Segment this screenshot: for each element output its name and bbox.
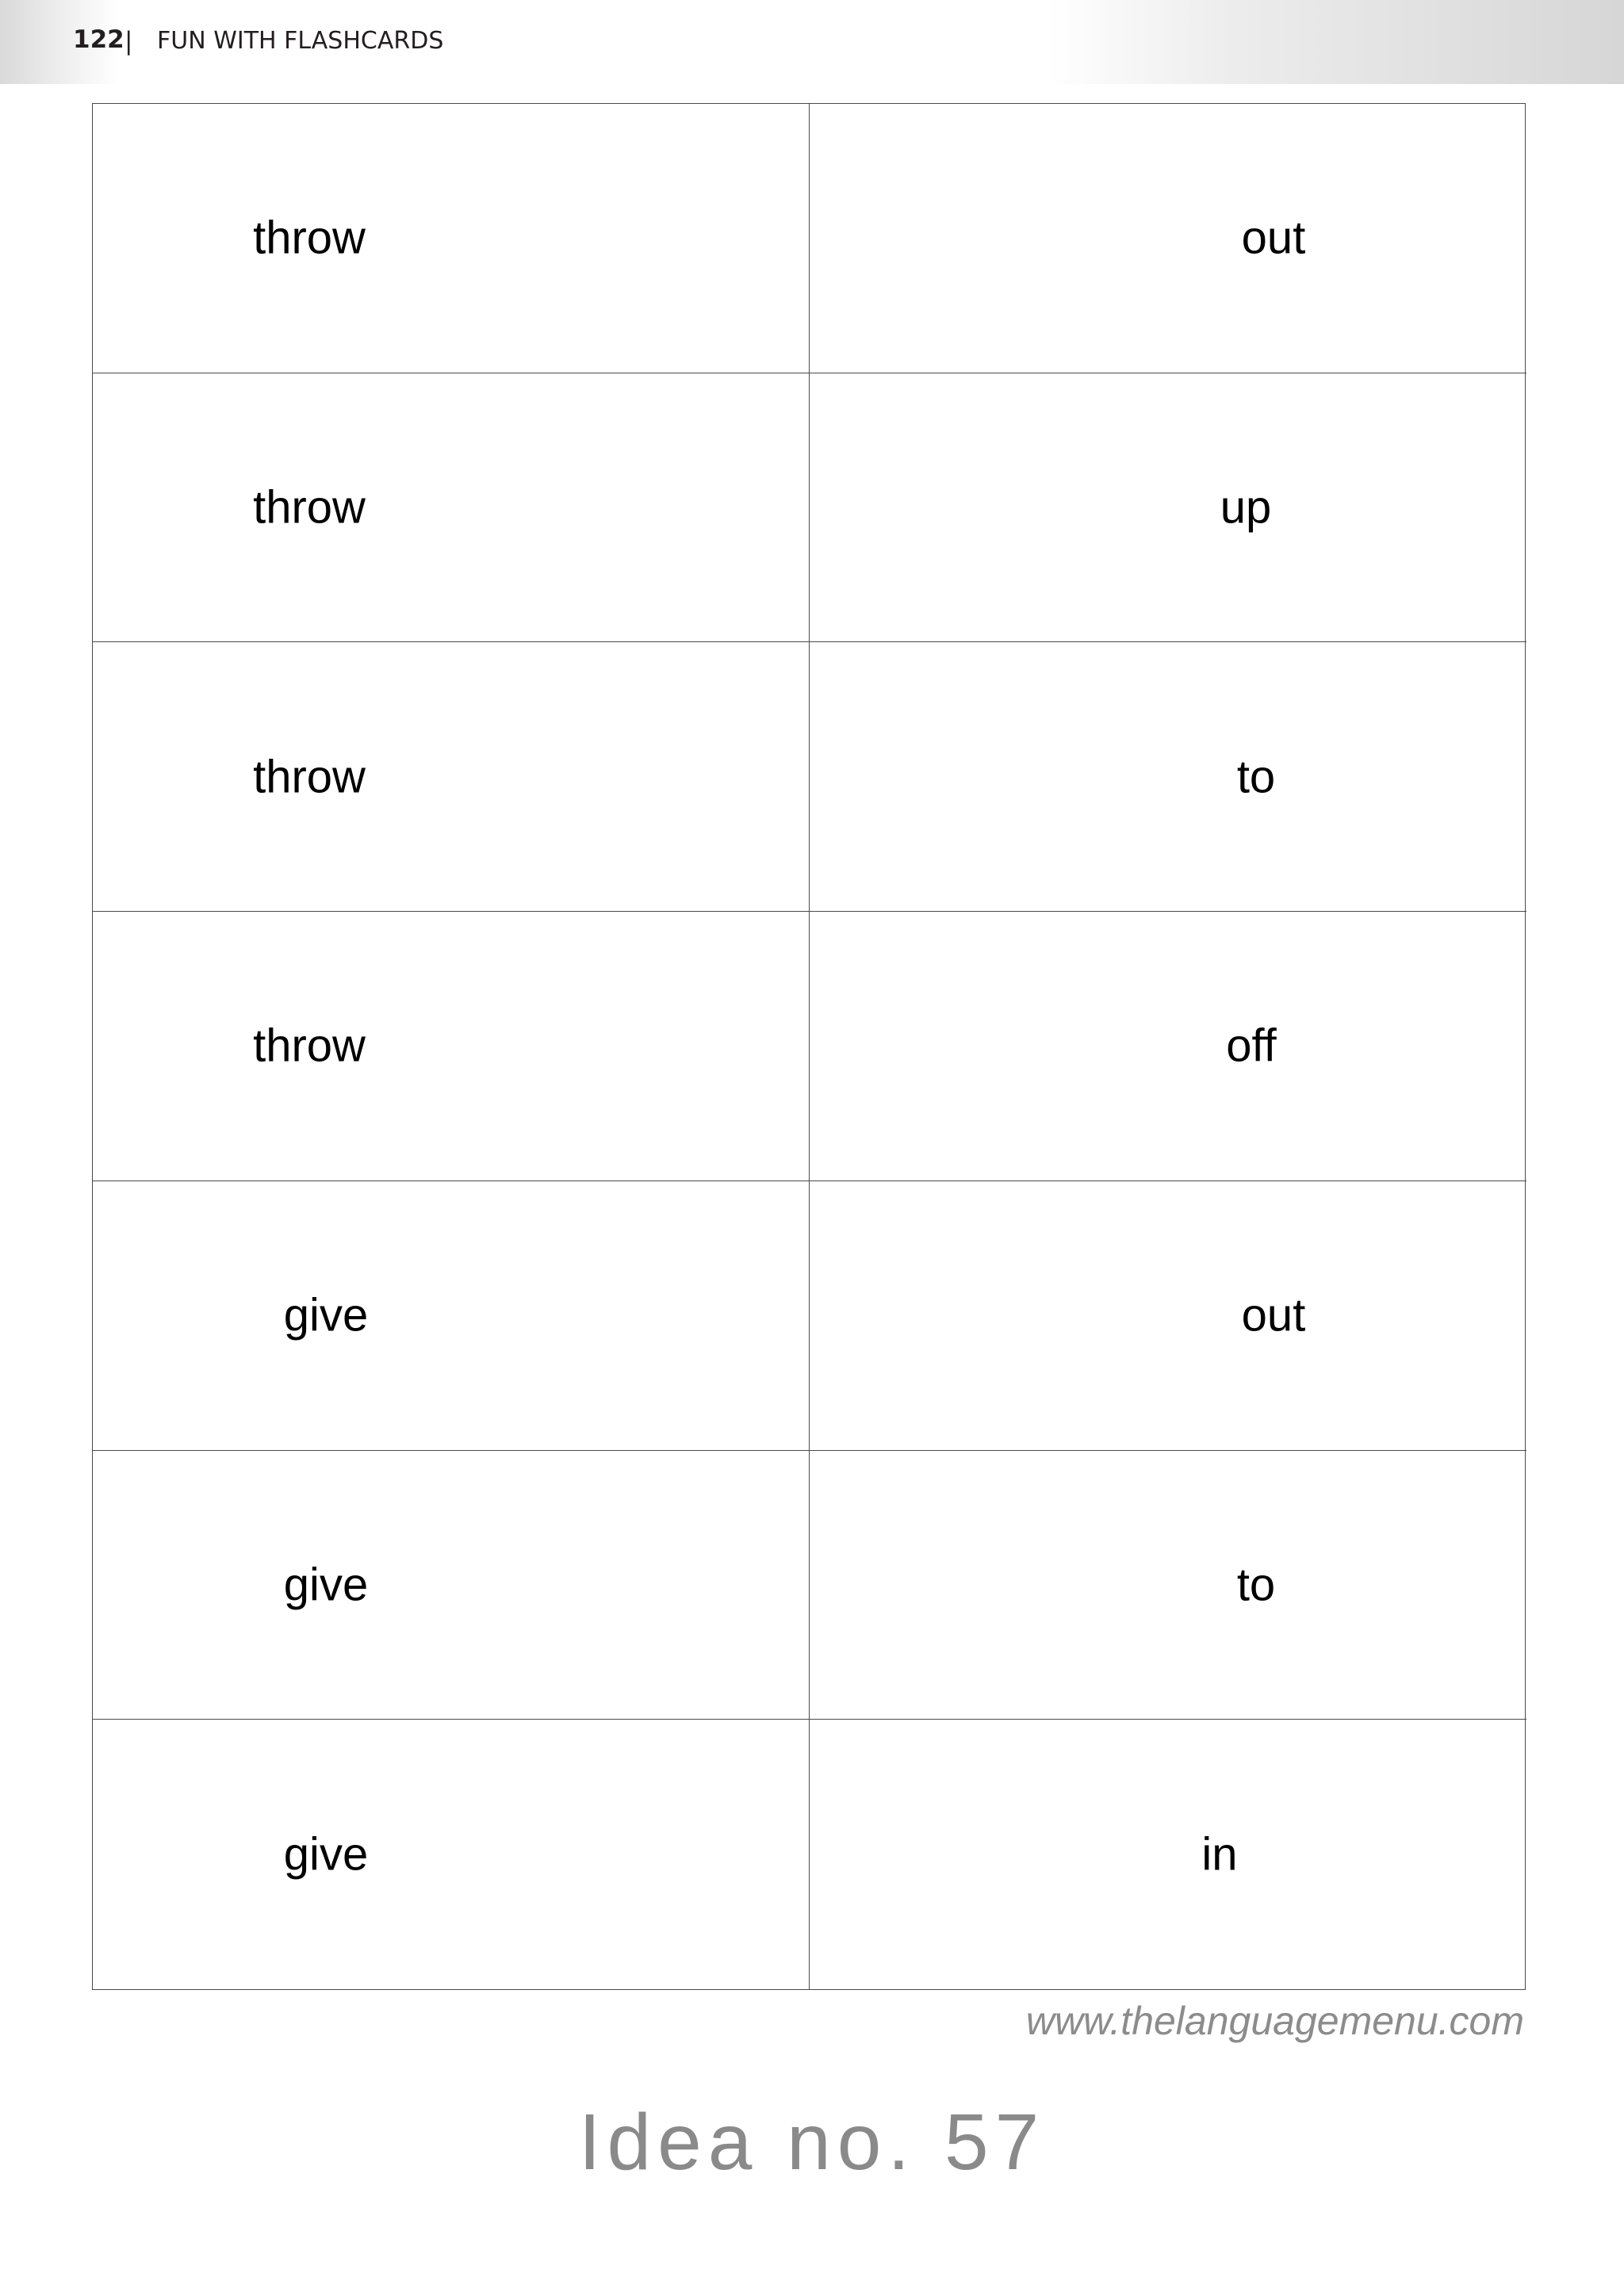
- idea-title: Idea no. 57: [578, 2098, 1046, 2187]
- website-url: www.thelanguagemenu.com: [1025, 1999, 1524, 2043]
- card-word: out: [1241, 1289, 1306, 1341]
- flashcard-right: [810, 1451, 1526, 1720]
- card-word: in: [1201, 1828, 1238, 1881]
- flashcard-right: [810, 1720, 1526, 1989]
- page-number: 122: [73, 25, 124, 54]
- book-title: FUN WITH FLASHCARDS: [157, 27, 444, 55]
- card-word: give: [283, 1828, 369, 1881]
- flashcard-right: [810, 642, 1526, 912]
- flashcard-left: [93, 912, 810, 1181]
- flashcard-left: [93, 1451, 810, 1720]
- flashcard-left: [93, 104, 810, 373]
- card-word: off: [1226, 1020, 1277, 1072]
- flashcard-grid: [92, 103, 1526, 1990]
- card-word: throw: [253, 1020, 366, 1072]
- card-word: throw: [253, 212, 366, 264]
- card-word: up: [1220, 481, 1272, 534]
- flashcard-left: [93, 1720, 810, 1989]
- card-word: throw: [253, 751, 366, 803]
- card-word: throw: [253, 481, 366, 534]
- header-separator: |: [124, 27, 133, 55]
- card-word: give: [283, 1559, 369, 1611]
- card-word: to: [1236, 1559, 1276, 1611]
- flashcard-left: [93, 373, 810, 643]
- flashcard-left: [93, 642, 810, 912]
- card-word: to: [1236, 751, 1276, 803]
- flashcard-right: [810, 373, 1526, 643]
- card-word: give: [283, 1289, 369, 1341]
- flashcard-left: [93, 1181, 810, 1451]
- card-word: out: [1241, 212, 1306, 264]
- flashcard-right: [810, 104, 1526, 373]
- flashcard-right: [810, 912, 1526, 1181]
- page-header: [0, 0, 1624, 84]
- flashcard-right: [810, 1181, 1526, 1451]
